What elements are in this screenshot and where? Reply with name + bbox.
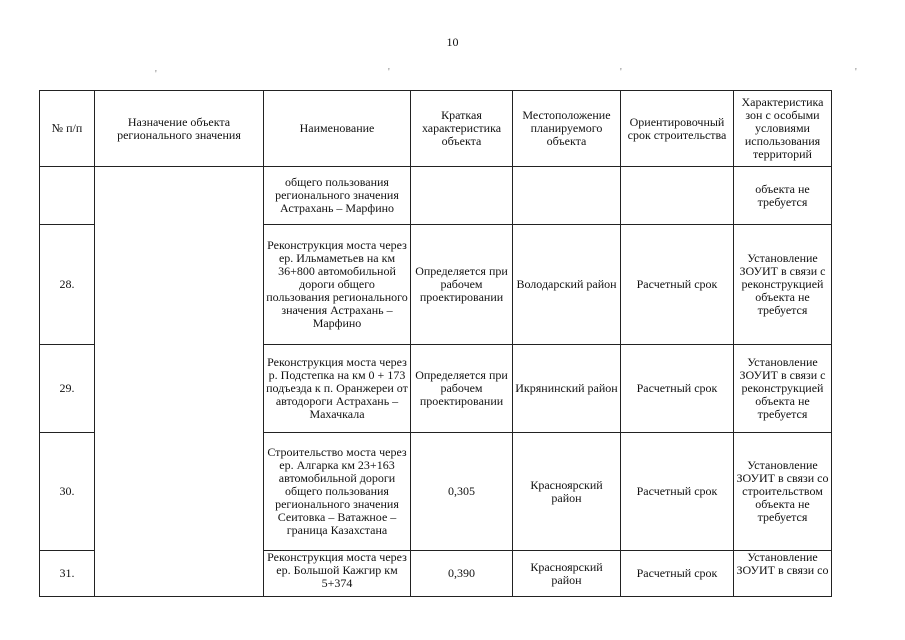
cell-term: Расчетный срок (621, 225, 734, 345)
col-header-number: № п/п (40, 91, 95, 167)
cell-zone: Установление ЗОУИТ в связи с реконструкцией объекта не требуется (734, 225, 832, 345)
table-header-row (40, 91, 832, 167)
cell-purpose (95, 167, 264, 597)
cell-characteristic: Определяется при рабочем проектировании (411, 225, 513, 345)
cell-name: Реконструкция моста через ер. Большой Кажгир км 5+374 (264, 551, 411, 597)
scan-speck: ' (855, 67, 857, 78)
cell-location: Красноярский район (513, 551, 621, 597)
cell-term: Расчетный срок (621, 433, 734, 551)
cell-term: Расчетный срок (621, 551, 734, 597)
cell-characteristic: Определяется при рабочем проектировании (411, 345, 513, 433)
col-header-name: Наименование (264, 91, 411, 167)
col-header-term: Ориентировочный срок строительства (621, 91, 734, 167)
cell-location: Икрянинский район (513, 345, 621, 433)
cell-zone: Установление ЗОУИТ в связи со (734, 551, 832, 597)
cell-zone: Установление ЗОУИТ в связи с реконструкцией объекта не требуется (734, 345, 832, 433)
cell-name: Реконструкция моста через ер. Ильмаметьев на км 36+800 автомобильной дороги общего пользования регионального значения Астрахань – Марфино (264, 225, 411, 345)
cell-zone: Установление ЗОУИТ в связи со строительством объекта не требуется (734, 433, 832, 551)
cell-term: Расчетный срок (621, 345, 734, 433)
objects-table (39, 90, 832, 597)
scan-speck: ' (155, 69, 157, 80)
table-row (40, 167, 832, 225)
cell-location: Красноярский район (513, 433, 621, 551)
cell-name: Строительство моста через ер. Алгарка км 23+163 автомобильной дороги общего пользования регионального значения Сеитовка – Ватажное – граница Казахстана (264, 433, 411, 551)
scan-speck: ' (620, 67, 622, 78)
cell-characteristic (411, 167, 513, 225)
scan-speck: ' (388, 67, 390, 78)
cell-characteristic: 0,305 (411, 433, 513, 551)
col-header-zone: Характеристика зон с особыми условиями использования территорий (734, 91, 832, 167)
cell-number: 28. (40, 225, 95, 345)
cell-location: Володарский район (513, 225, 621, 345)
cell-number: 30. (40, 433, 95, 551)
cell-number (40, 167, 95, 225)
cell-characteristic: 0,390 (411, 551, 513, 597)
cell-number: 29. (40, 345, 95, 433)
col-header-location: Местоположение планируемого объекта (513, 91, 621, 167)
cell-name: Реконструкция моста через р. Подстепка на км 0 + 173 подъезда к п. Оранжереи от автодороги Астрахань – Махачкала (264, 345, 411, 433)
col-header-characteristic: Краткая характеристика объекта (411, 91, 513, 167)
cell-location (513, 167, 621, 225)
cell-name: общего пользования регионального значения Астрахань – Марфино (264, 167, 411, 225)
cell-term (621, 167, 734, 225)
col-header-purpose: Назначение объекта регионального значения (95, 91, 264, 167)
cell-number: 31. (40, 551, 95, 597)
cell-zone: объекта не требуется (734, 167, 832, 225)
page-number: 10 (446, 35, 459, 49)
